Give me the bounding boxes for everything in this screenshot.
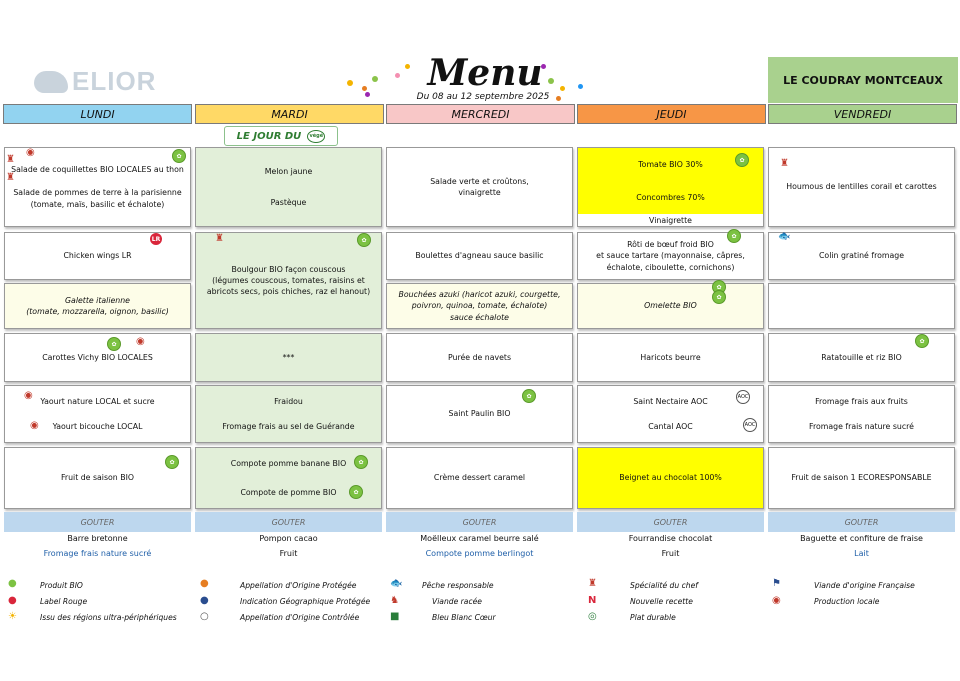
local-pin-icon: ◉ (26, 147, 35, 158)
menu-cell-dessert: Compote pomme banane BIO Compote de pomme BIO (195, 447, 382, 509)
menu-cell-starter: Salade verte et croûtons, vinaigrette (386, 147, 573, 227)
new-recipe-icon: N (588, 595, 597, 606)
menu-cell-starter: Salade de coquillettes BIO LOCALES au thon Salade de pommes de terre à la parisienne (tomate, maïs, basilic et échalote) (4, 147, 191, 227)
menu-cell-dairy: Yaourt nature LOCAL et sucre Yaourt bicouche LOCAL (4, 385, 191, 443)
snack-item: Fourrandise chocolat (628, 534, 713, 543)
aoc-icon: ○ (200, 611, 209, 622)
snack-item: Baguette et confiture de fraise (800, 534, 923, 543)
gouter-header: GOUTER (768, 512, 955, 532)
vege-icon: végé (307, 130, 325, 143)
bio-icon: ✿ (735, 153, 749, 167)
menu-cell-dessert: Beignet au chocolat 100% (577, 447, 764, 509)
legend-label: Nouvelle recette (630, 597, 693, 606)
legend-label: Produit BIO (40, 581, 83, 590)
menu-cell-dairy: Saint Nectaire AOC Cantal AOC (577, 385, 764, 443)
page-title: Menu (427, 52, 543, 94)
starter-highlight: Tomate BIO 30% Concombres 70% (578, 148, 763, 214)
menu-cell-dairy: Fromage frais aux fruits Fromage frais nature sucré (768, 385, 955, 443)
bio-icon: ✿ (727, 229, 741, 243)
sustainable-icon: ◎ (588, 611, 597, 622)
menu-cell-dairy: Fraidou Fromage frais au sel de Guérande (195, 385, 382, 443)
fish-icon: 🐟 (390, 578, 403, 589)
date-range: Du 08 au 12 septembre 2025 (416, 92, 550, 102)
aoc-icon: AOC (736, 390, 750, 404)
fish-icon: 🐟 (778, 231, 791, 242)
legend-label: Production locale (814, 597, 880, 606)
day-header-lundi: LUNDI (3, 104, 192, 124)
bio-icon: ● (8, 578, 17, 589)
menu-cell-starter: Melon jaune Pastèque (195, 147, 382, 227)
gouter-header: GOUTER (195, 512, 382, 532)
bleu-blanc-coeur-icon: ■ (390, 611, 400, 622)
legend-label: Viande racée (432, 597, 482, 606)
gouter-header: GOUTER (4, 512, 191, 532)
label-rouge-icon: ● (8, 595, 17, 606)
snack-item: Barre bretonne (67, 534, 128, 543)
local-pin-icon: ◉ (772, 595, 781, 606)
site-name: LE COUDRAY MONTCEAUX (768, 57, 958, 103)
elior-logo: ELIOR (34, 66, 156, 97)
bio-icon: ✿ (165, 455, 179, 469)
menu-cell-veggie: Bouchées azuki (haricot azuki, courgette, poivron, quinoa, tomate, échalote) sauce échalote (386, 283, 573, 329)
menu-cell-starter: Tomate BIO 30% Concombres 70% Vinaigrette (577, 147, 764, 227)
chef-icon: ♜ (6, 172, 15, 183)
snack-item: Fruit (661, 549, 680, 558)
local-pin-icon: ◉ (24, 390, 33, 401)
chef-icon: ♜ (780, 158, 789, 169)
menu-cell-dessert: Fruit de saison 1 ECORESPONSABLE (768, 447, 955, 509)
local-pin-icon: ◉ (136, 336, 145, 347)
aoc-icon: AOC (743, 418, 757, 432)
local-pin-icon: ◉ (30, 420, 39, 431)
menu-cell-starter: Houmous de lentilles corail et carottes (768, 147, 955, 227)
menu-cell-side: *** (195, 333, 382, 382)
bio-icon: ✿ (712, 290, 726, 304)
menu-cell-main: Colin gratiné fromage (768, 232, 955, 280)
day-header-jeudi: JEUDI (577, 104, 766, 124)
menu-cell-main: Rôti de bœuf froid BIO et sauce tartare (mayonnaise, câpres, échalote, ciboulette, cornichons) (577, 232, 764, 280)
gouter-header: GOUTER (577, 512, 764, 532)
snack-item: Pompon cacao (259, 534, 318, 543)
day-header-vendredi: VENDREDI (768, 104, 957, 124)
day-header-mercredi: MERCREDI (386, 104, 575, 124)
legend-label: Indication Géographique Protégée (240, 597, 371, 606)
menu-cell-dessert: Fruit de saison BIO (4, 447, 191, 509)
chef-icon: ♜ (6, 154, 15, 165)
legend-label: Pêche responsable (422, 581, 494, 590)
snack-item: Lait (854, 549, 869, 558)
bio-icon: ✿ (712, 280, 726, 294)
jour-du-vege-badge: LE JOUR DU végé (224, 126, 338, 146)
menu-cell-side: Purée de navets (386, 333, 573, 382)
bio-icon: ✿ (522, 389, 536, 403)
menu-cell-main: Boulgour BIO façon couscous (légumes couscous, tomates, raisins et abricots secs, pois chiches, raz el hanout) (195, 232, 382, 329)
ultra-peripheral-icon: ☀ (8, 611, 17, 622)
meat-icon: ♞ (390, 595, 399, 606)
legend-label: Plat durable (630, 613, 676, 622)
lion-icon (34, 71, 68, 93)
legend-label: Issu des régions ultra-périphériques (40, 613, 177, 622)
bio-icon: ✿ (172, 149, 186, 163)
bio-icon: ✿ (357, 233, 371, 247)
legend-label: Viande d'origine Française (814, 581, 915, 590)
legend-label: Label Rouge (40, 597, 88, 606)
snack-item: Moëlleux caramel beurre salé (420, 534, 539, 543)
menu-cell-veggie (768, 283, 955, 329)
snack-item: Compote pomme berlingot (425, 549, 534, 558)
menu-cell-veggie: Omelette BIO (577, 283, 764, 329)
label-rouge-icon: LR (150, 233, 162, 245)
menu-cell-side: Haricots beurre (577, 333, 764, 382)
legend-label: Appellation d'Origine Contrôlée (240, 613, 360, 622)
igp-icon: ● (200, 595, 209, 606)
bio-icon: ✿ (354, 455, 368, 469)
chef-icon: ♜ (215, 233, 224, 244)
snack-item: Fromage frais nature sucré (43, 549, 152, 558)
bio-icon: ✿ (107, 337, 121, 351)
gouter-header: GOUTER (386, 512, 573, 532)
menu-cell-main: Chicken wings LR (4, 232, 191, 280)
bio-icon: ✿ (349, 485, 363, 499)
day-header-mardi: MARDI (195, 104, 384, 124)
legend-label: Bleu Blanc Cœur (432, 613, 496, 622)
legend-label: Appellation d'Origine Protégée (240, 581, 357, 590)
bio-icon: ✿ (915, 334, 929, 348)
menu-cell-side: Carottes Vichy BIO LOCALES (4, 333, 191, 382)
menu-cell-veggie: Galette italienne (tomate, mozzarella, oignon, basilic) (4, 283, 191, 329)
chef-icon: ♜ (588, 578, 597, 589)
aop-icon: ● (200, 578, 209, 589)
menu-cell-dessert: Crème dessert caramel (386, 447, 573, 509)
menu-cell-dairy: Saint Paulin BIO (386, 385, 573, 443)
menu-cell-main: Boulettes d'agneau sauce basilic (386, 232, 573, 280)
snack-item: Fruit (279, 549, 298, 558)
french-flag-icon: ⚑ (772, 578, 781, 589)
legend-label: Spécialité du chef (630, 581, 698, 590)
menu-cell-side: Ratatouille et riz BIO (768, 333, 955, 382)
